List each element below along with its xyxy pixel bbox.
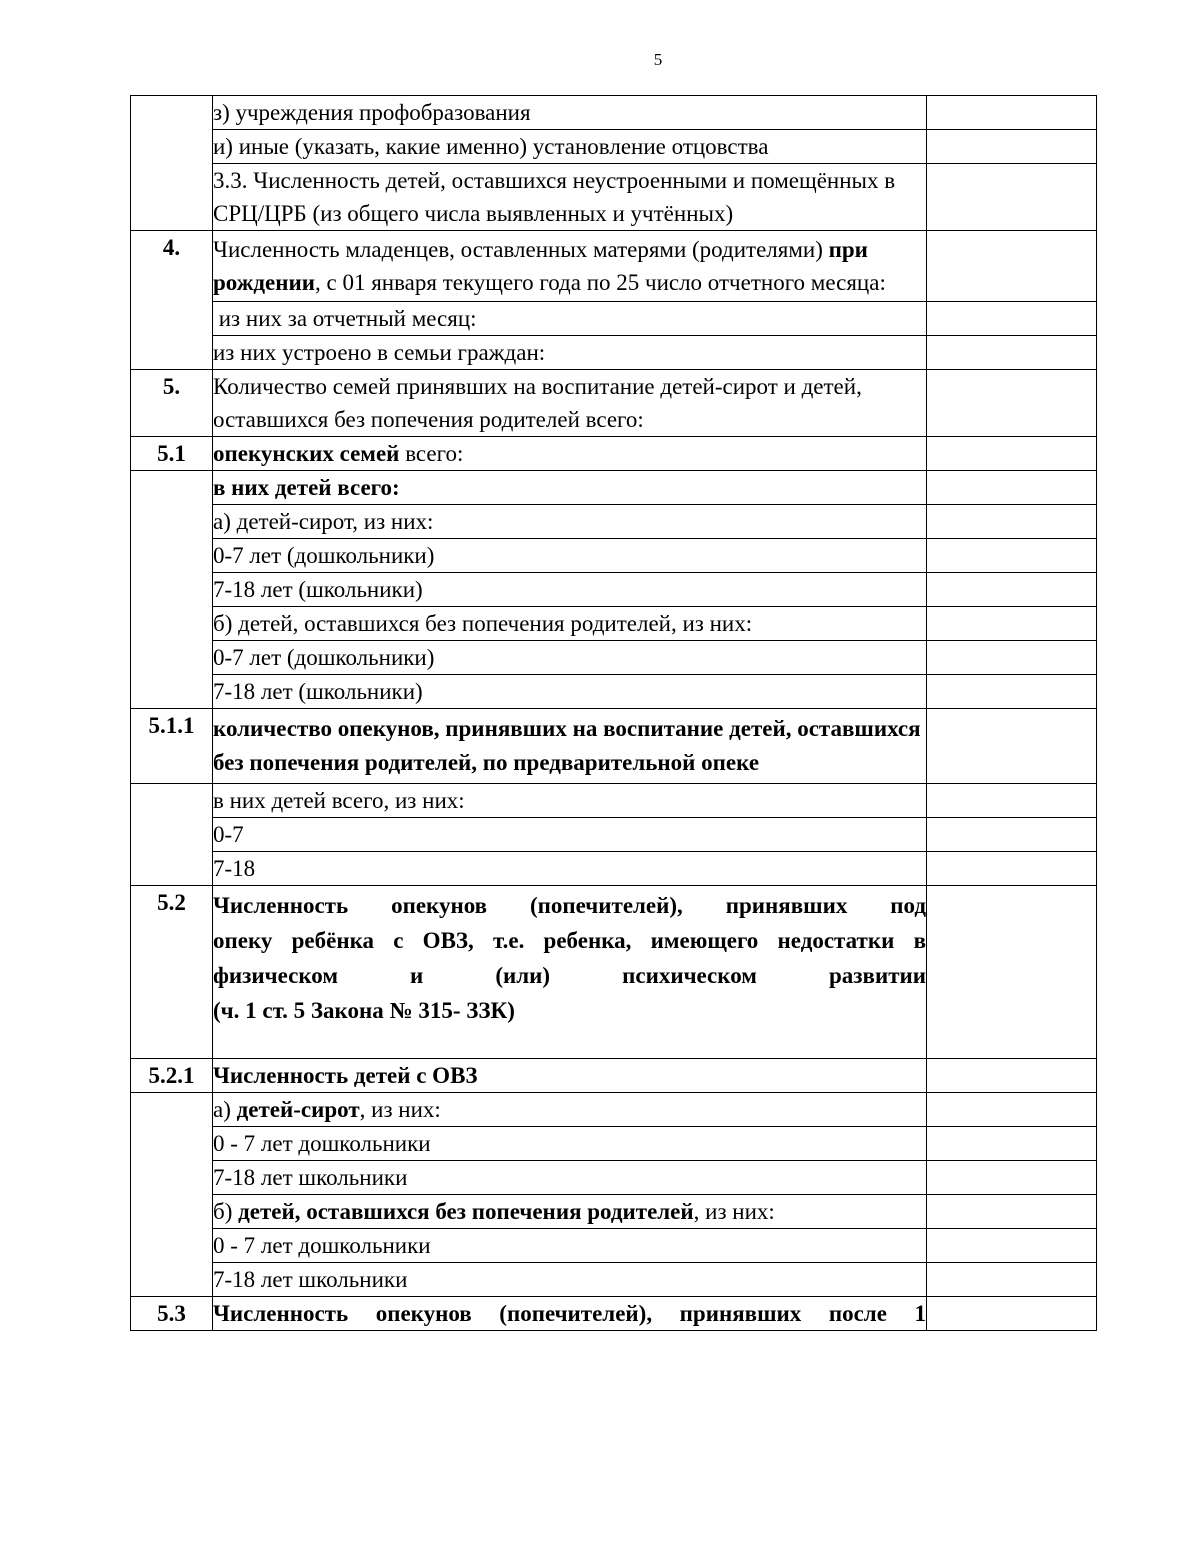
row-label: 0 - 7 лет дошкольники xyxy=(213,1229,927,1263)
table-row xyxy=(131,573,1097,607)
table-row xyxy=(131,1127,1097,1161)
row-label: 7-18 xyxy=(213,852,927,886)
value-cell[interactable] xyxy=(927,1229,1097,1263)
row-label: Численность опекунов (попечителей), принявших после 1 xyxy=(213,1297,927,1331)
value-cell[interactable] xyxy=(927,231,1097,302)
table-row xyxy=(131,96,1097,130)
row-label-emphasis: детей-сирот xyxy=(236,1097,360,1122)
row-number: 5. xyxy=(131,370,213,437)
table-row xyxy=(131,505,1097,539)
row-label-part: всего: xyxy=(399,441,464,466)
table-row xyxy=(131,709,1097,784)
row-label: Численность детей с ОВЗ xyxy=(213,1059,927,1093)
value-cell[interactable] xyxy=(927,539,1097,573)
table-row xyxy=(131,818,1097,852)
value-cell[interactable] xyxy=(927,675,1097,709)
value-cell[interactable] xyxy=(927,1093,1097,1127)
row-label xyxy=(213,1195,927,1229)
value-cell[interactable] xyxy=(927,1195,1097,1229)
value-cell[interactable] xyxy=(927,505,1097,539)
row-label-emphasis: при рождении xyxy=(213,237,868,295)
value-cell[interactable] xyxy=(927,784,1097,818)
row-label-emphasis: детей, оставшихся без попечения родителей xyxy=(238,1199,694,1224)
row-label: 0-7 xyxy=(213,818,927,852)
value-cell[interactable] xyxy=(927,818,1097,852)
row-label-part: , с 01 января текущего года по 25 число отчетного месяца: xyxy=(315,270,886,295)
table-row xyxy=(131,1059,1097,1093)
row-number: 4. xyxy=(131,231,213,370)
value-cell[interactable] xyxy=(927,302,1097,336)
row-label: в них детей всего, из них: xyxy=(213,784,927,818)
row-label-emphasis: опекунских семей xyxy=(213,441,400,466)
table-row xyxy=(131,130,1097,164)
row-label-part: б) xyxy=(213,1199,239,1224)
row-label: и) иные (указать, какие именно) установление отцовства xyxy=(213,130,927,164)
row-label: в них детей всего: xyxy=(213,471,927,505)
value-cell[interactable] xyxy=(927,1127,1097,1161)
value-cell[interactable] xyxy=(927,164,1097,231)
row-number-cell xyxy=(131,784,213,886)
page-number: 5 xyxy=(653,50,663,69)
report-table xyxy=(130,95,1097,1331)
row-number: 5.2 xyxy=(131,886,213,1059)
row-label xyxy=(213,1093,927,1127)
row-label: 0 - 7 лет дошкольники xyxy=(213,1127,927,1161)
row-number: 5.2.1 xyxy=(131,1059,213,1093)
row-label-line: опеку ребёнка с ОВЗ, т.е. ребенка, имеющего недостатки в xyxy=(213,928,926,953)
table-row xyxy=(131,641,1097,675)
table-row xyxy=(131,370,1097,437)
row-number-cell xyxy=(131,1093,213,1297)
table-row xyxy=(131,437,1097,471)
table-row xyxy=(131,852,1097,886)
row-label-line: (ч. 1 ст. 5 Закона № 315- ЗЗК) xyxy=(213,998,515,1023)
table-row xyxy=(131,336,1097,370)
value-cell[interactable] xyxy=(927,336,1097,370)
table-row xyxy=(131,302,1097,336)
row-number-cell xyxy=(131,96,213,231)
value-cell[interactable] xyxy=(927,607,1097,641)
table-row xyxy=(131,1297,1097,1331)
row-number: 5.1 xyxy=(131,437,213,471)
row-label: б) детей, оставшихся без попечения родителей, из них: xyxy=(213,607,927,641)
row-label xyxy=(213,886,927,1059)
value-cell[interactable] xyxy=(927,1297,1097,1331)
row-label xyxy=(213,437,927,471)
table-row xyxy=(131,1229,1097,1263)
row-label: 0-7 лет (дошкольники) xyxy=(213,539,927,573)
value-cell[interactable] xyxy=(927,852,1097,886)
row-label: Количество семей принявших на воспитание детей-сирот и детей, оставшихся без попечения родителей всего: xyxy=(213,370,927,437)
table-row xyxy=(131,1093,1097,1127)
row-label: а) детей-сирот, из них: xyxy=(213,505,927,539)
value-cell[interactable] xyxy=(927,709,1097,784)
row-label-part: а) xyxy=(213,1097,237,1122)
row-label: из них за отчетный месяц: xyxy=(213,302,927,336)
table-row xyxy=(131,886,1097,1059)
row-label: з) учреждения профобразования xyxy=(213,96,927,130)
row-label: 7-18 лет (школьники) xyxy=(213,675,927,709)
table-row xyxy=(131,231,1097,302)
row-label: из них устроено в семьи граждан: xyxy=(213,336,927,370)
table-row xyxy=(131,164,1097,231)
value-cell[interactable] xyxy=(927,437,1097,471)
value-cell[interactable] xyxy=(927,573,1097,607)
table-row xyxy=(131,1195,1097,1229)
value-cell[interactable] xyxy=(927,370,1097,437)
row-label: 7-18 лет школьники xyxy=(213,1263,927,1297)
row-label-line: физическом и (или) психическом развитии xyxy=(213,963,926,988)
value-cell[interactable] xyxy=(927,886,1097,1059)
table-row xyxy=(131,1263,1097,1297)
row-label-part: Численность младенцев, оставленных матерями (родителями) xyxy=(213,237,829,262)
row-label-part: , из них: xyxy=(693,1199,775,1224)
row-label: количество опекунов, принявших на воспитание детей, оставшихся без попечения родителей, по предварительной опеке xyxy=(213,709,927,784)
table-row xyxy=(131,784,1097,818)
table-row xyxy=(131,675,1097,709)
row-label-line: Численность опекунов (попечителей), принявших под xyxy=(213,893,926,918)
row-number-cell xyxy=(131,471,213,709)
row-label xyxy=(213,231,927,302)
value-cell[interactable] xyxy=(927,96,1097,130)
value-cell[interactable] xyxy=(927,130,1097,164)
value-cell[interactable] xyxy=(927,1161,1097,1195)
value-cell[interactable] xyxy=(927,471,1097,505)
value-cell[interactable] xyxy=(927,641,1097,675)
row-number: 5.3 xyxy=(131,1297,213,1331)
row-label: 0-7 лет (дошкольники) xyxy=(213,641,927,675)
table-row xyxy=(131,539,1097,573)
row-label: 7-18 лет школьники xyxy=(213,1161,927,1195)
row-label: 7-18 лет (школьники) xyxy=(213,573,927,607)
table-row xyxy=(131,471,1097,505)
row-label-part: , из них: xyxy=(359,1097,441,1122)
value-cell[interactable] xyxy=(927,1059,1097,1093)
row-number: 5.1.1 xyxy=(131,709,213,784)
row-label: 3.3. Численность детей, оставшихся неустроенными и помещённых в СРЦ/ЦРБ (из общего числа выявленных и учтённых) xyxy=(213,164,927,231)
table-row xyxy=(131,607,1097,641)
table-row xyxy=(131,1161,1097,1195)
value-cell[interactable] xyxy=(927,1263,1097,1297)
